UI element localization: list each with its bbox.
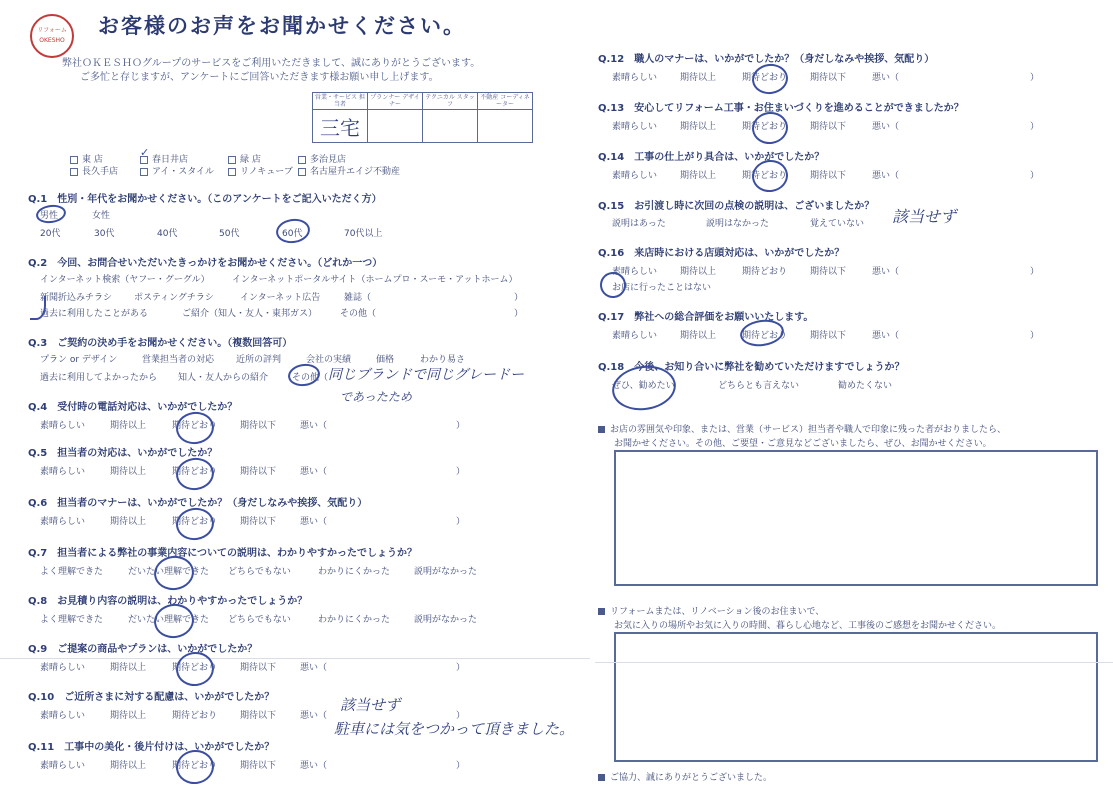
q3-option[interactable]: 知人・友人からの紹介 [178,373,269,383]
q3-option[interactable]: その他（ [292,373,329,383]
q3-option[interactable]: プラン or デザイン [40,355,118,365]
q10-paren-close: ） [456,711,466,721]
comment-1-prompt-line2: お聞かせください。その他、ご要望・ご意見などございましたら、ぜひ、お聞かせください。 [614,439,992,449]
q16-rating[interactable]: 期待どおり [742,267,788,277]
q2-paren-close: ） [514,293,524,303]
q5-rating[interactable]: 期待どおり [172,467,218,477]
q7-option[interactable]: どちらでもない [228,567,291,577]
q2-option[interactable]: 雑誌（ [344,293,372,303]
question-5: Q.5 担当者の対応は、いかがでしたか？ [28,448,218,459]
q12-rating[interactable]: 期待以下 [810,73,847,83]
question-18: Q.18 今後、お知り合いに弊社を勧めていただけますでしょうか？ [598,362,905,373]
store-checkbox[interactable]: 多治見店 [298,152,346,165]
q1-age[interactable]: 40代 [157,229,178,239]
answer-circle [174,506,216,543]
question-13: Q.13 安心してリフォーム工事・お住まいづくりを進めることができましたか？ [598,103,964,114]
page-title: お客様のお声をお聞かせください。 [98,14,466,38]
store-checkbox[interactable]: 東 店 [70,152,103,165]
staff-value-technical[interactable] [423,110,478,143]
q5-rating[interactable]: 期待以下 [240,467,277,477]
answer-circle [174,650,216,689]
q6-rating[interactable]: 期待以下 [240,517,277,527]
q5-rating[interactable]: 素晴らしい [40,467,86,477]
q16-rating[interactable]: 期待以上 [680,267,717,277]
q3-option[interactable]: 営業担当者の対応 [142,355,215,365]
q1-age[interactable]: 30代 [94,229,115,239]
q4-rating[interactable]: 期待以上 [110,421,147,431]
q12-rating[interactable]: 期待どおり [742,73,788,83]
q6-paren-close: ） [456,517,466,527]
answer-circle [750,62,790,97]
answer-circle [174,456,216,493]
q5-rating[interactable]: 悪い（ [300,467,328,477]
q9-rating[interactable]: 期待以下 [240,663,277,673]
question-4: Q.4 受付時の電話対応は、いかがでしたか？ [28,402,238,413]
q11-rating[interactable]: 期待どおり [172,761,218,771]
q13-paren-close: ） [1030,122,1040,132]
staff-table [312,92,533,143]
question-15: Q.15 お引渡し時に次回の点検の説明は、ございましたか？ [598,201,875,212]
comment-2-prompt: リフォームまたは、リノベーション後のお住まいで、 [598,604,824,617]
q15-option[interactable]: 覚えていない [810,219,865,229]
q2-option[interactable]: インターネットポータルサイト（ホームプロ・スーモ・アットホーム） [232,275,518,285]
q13-rating[interactable]: 悪い（ [872,122,900,132]
q5-rating[interactable]: 期待以上 [110,467,147,477]
q3-option[interactable]: わかり易さ [420,355,466,365]
q6-rating[interactable]: 素晴らしい [40,517,86,527]
store-checkbox[interactable]: 名古屋升エイジ不動産 [298,164,400,177]
store-checkbox[interactable]: 緑 店 [228,152,261,165]
q16-rating[interactable]: 素晴らしい [612,267,658,277]
q14-rating[interactable]: 素晴らしい [612,171,658,181]
q3-handwritten-note: であったため [340,390,412,404]
q17-rating[interactable]: 期待以上 [680,331,717,341]
bullet-square-icon [598,608,605,615]
staff-value-realestate[interactable] [478,110,533,143]
q18-option[interactable]: どちらとも言えない [718,381,800,391]
question-11: Q.11 工事中の美化・後片付けは、いかがでしたか？ [28,742,275,753]
answer-circle [750,158,790,195]
q10-rating[interactable]: 期待以下 [240,711,277,721]
q17-rating[interactable]: 期待以下 [810,331,847,341]
q5-paren-close: ） [456,467,466,477]
q8-option[interactable]: 説明がなかった [414,615,478,625]
q7-option[interactable]: 説明がなかった [414,567,478,577]
question-1: Q.1 性別・年代をお聞かせください。（このアンケートをご記入いただく方） [28,194,382,205]
q12-paren-close: ） [1030,73,1040,83]
q4-rating[interactable]: 期待以下 [240,421,277,431]
q9-rating[interactable]: 期待どおり [172,663,218,673]
answer-circle [287,362,322,388]
comment-2-textarea[interactable] [614,632,1098,762]
q8-option[interactable]: どちらでもない [228,615,291,625]
q3-option[interactable]: 会社の実績 [306,355,352,365]
q2-option[interactable]: 新聞折込みチラシ [40,293,113,303]
question-2: Q.2 今回、お問合せいただいたきっかけをお聞かせください。（どれか一つ） [28,258,383,269]
q3-option[interactable]: 近所の評判 [236,355,282,365]
q13-rating[interactable]: 期待以下 [810,122,847,132]
staff-header: プランナー デザイナー [368,93,423,110]
q4-rating[interactable]: 悪い（ [300,421,328,431]
question-10: Q.10 ご近所さまに対する配慮は、いかがでしたか？ [28,692,275,703]
q1-age[interactable]: 50代 [219,229,240,239]
question-12: Q.12 職人のマナーは、いかがでしたか？（身だしなみや挨拶、気配り） [598,54,935,65]
q17-rating[interactable]: 素晴らしい [612,331,658,341]
answer-circle [152,553,196,592]
question-9: Q.9 ご提案の商品やプランは、いかがでしたか？ [28,644,258,655]
q1-female[interactable]: 女性 [92,211,111,221]
store-checkbox[interactable]: リノキューブ [228,164,293,177]
q2-option[interactable]: インターネット検索（ヤフー・グーグル） [40,275,210,285]
staff-header: 営業・サービス 担当者 [313,93,368,110]
answer-circle [35,203,67,225]
q2-option[interactable]: ご紹介（知人・友人・東邦ガス） [182,309,318,319]
q6-rating[interactable]: 悪い（ [300,517,328,527]
q1-age[interactable]: 60代 [282,229,303,239]
q17-rating[interactable]: 期待どおり [742,331,788,341]
q9-rating[interactable]: 悪い（ [300,663,328,673]
q4-rating[interactable]: 期待どおり [172,421,218,431]
company-stamp: リフォーム OKESHO [30,14,74,58]
store-checkbox[interactable]: 長久手店 [70,164,118,177]
q10-rating[interactable]: 悪い（ [300,711,328,721]
check-mark: ✓ [140,146,150,159]
q18-option[interactable]: ぜひ、勧めたい [612,381,675,391]
q18-option[interactable]: 勧めたくない [838,381,893,391]
intro-line-2: ご多忙と存じますが、アンケートにご回答いただきます様お願い申し上げます。 [80,72,439,83]
q8-option[interactable]: よく理解できた [40,615,104,625]
q14-rating[interactable]: 期待以下 [810,171,847,181]
staff-header: テクニカル スタッフ [423,93,478,110]
store-checkbox[interactable]: アイ・スタイル [140,164,214,177]
q16-paren-close: ） [1030,267,1040,277]
question-14: Q.14 工事の仕上がり具合は、いかがでしたか？ [598,152,825,163]
q11-rating[interactable]: 期待以下 [240,761,277,771]
q4-paren-close: ） [456,421,466,431]
q16-never-visited[interactable]: お店に行ったことはない [612,283,712,293]
q16-rating[interactable]: 悪い（ [872,267,900,277]
q2-paren-close: ） [514,309,524,319]
staff-value-sales[interactable]: 三宅 [313,110,368,143]
answer-circle [174,410,216,447]
q2-option[interactable]: インターネット広告 [240,293,321,303]
q13-rating[interactable]: 期待どおり [742,122,788,132]
fold-line [595,662,1113,663]
q4-rating[interactable]: 素晴らしい [40,421,86,431]
q11-paren-close: ） [456,761,466,771]
q6-rating[interactable]: 期待以上 [110,517,147,527]
q9-rating[interactable]: 期待以上 [110,663,147,673]
q8-option[interactable]: だいたい理解できた [128,615,210,625]
q2-option[interactable]: その他（ [340,309,377,319]
q13-rating[interactable]: 素晴らしい [612,122,658,132]
q15-option[interactable]: 説明はなかった [706,219,770,229]
q11-rating[interactable]: 期待以上 [110,761,147,771]
q10-handwritten-note: 該当せず [340,696,401,714]
q8-option[interactable]: わかりにくかった [318,615,391,625]
q15-option[interactable]: 説明はあった [612,219,666,229]
q15-handwritten-note: 該当せず [892,207,957,226]
fold-line [0,658,590,659]
q10-handwritten-note: 駐車には気をつかって頂きました。 [334,720,575,738]
q17-rating[interactable]: 悪い（ [872,331,900,341]
bullet-square-icon [598,774,605,781]
q3-option[interactable]: 過去に利用してよかったから [40,373,158,383]
staff-value-planner[interactable] [368,110,423,143]
question-3: Q.3 ご契約の決め手をお聞かせください。（複数回答可） [28,338,293,349]
staff-header: 不動産 コーディネーター [478,93,533,110]
q9-paren-close: ） [456,663,466,673]
question-17: Q.17 弊社への総合評価をお願いいたします。 [598,312,814,323]
q12-rating[interactable]: 期待以上 [680,73,717,83]
q3-option[interactable]: 価格 [376,355,395,365]
q7-option[interactable]: わかりにくかった [318,567,391,577]
q7-option[interactable]: だいたい理解できた [128,567,210,577]
q14-rating[interactable]: 期待どおり [742,171,788,181]
q2-option[interactable]: ポスティングチラシ [134,293,214,303]
question-6: Q.6 担当者のマナーは、いかがでしたか？（身だしなみや挨拶、気配り） [28,498,368,509]
q11-rating[interactable]: 素晴らしい [40,761,86,771]
q7-option[interactable]: よく理解できた [40,567,104,577]
q17-paren-close: ） [1030,331,1040,341]
comment-1-prompt: お店の雰囲気や印象、または、営業（サービス）担当者や職人で印象に残った者がおりましたら、 [598,422,1006,435]
q2-option[interactable]: 過去に利用したことがある [40,309,149,319]
q3-handwritten-note: 同じブランドで同じグレードー [328,367,524,383]
answer-circle [152,601,196,640]
answer-circle [174,748,216,787]
q6-rating[interactable]: 期待どおり [172,517,218,527]
q13-rating[interactable]: 期待以上 [680,122,717,132]
q1-age[interactable]: 20代 [40,229,61,239]
q1-age[interactable]: 70代以上 [344,229,383,239]
bullet-square-icon [598,426,605,433]
q16-rating[interactable]: 期待以下 [810,267,847,277]
footer-thanks: ご協力、誠にありがとうございました。 [598,770,772,783]
q10-rating[interactable]: 期待どおり [172,711,218,721]
q1-male[interactable]: 男性 [40,211,59,221]
question-16: Q.16 来店時における店頭対応は、いかがでしたか？ [598,248,845,259]
question-7: Q.7 担当者による弊社の事業内容についての説明は、わかりやすかったでしょうか？ [28,548,418,559]
q14-rating[interactable]: 悪い（ [872,171,900,181]
answer-circle [750,110,790,147]
q12-rating[interactable]: 悪い（ [872,73,900,83]
q10-rating[interactable]: 期待以上 [110,711,147,721]
q12-rating[interactable]: 素晴らしい [612,73,658,83]
intro-line-1: 弊社ＯＫＥＳＨＯグループのサービスをご利用いただきまして、誠にありがとうございます。 [62,58,481,69]
store-checkbox[interactable]: 春日井店 [140,152,188,165]
q14-rating[interactable]: 期待以上 [680,171,717,181]
comment-1-textarea[interactable] [614,450,1098,586]
q10-rating[interactable]: 素晴らしい [40,711,86,721]
q9-rating[interactable]: 素晴らしい [40,663,86,673]
q11-rating[interactable]: 悪い（ [300,761,328,771]
question-8: Q.8 お見積り内容の説明は、わかりやすかったでしょうか？ [28,596,308,607]
answer-circle [274,217,311,245]
q14-paren-close: ） [1030,171,1040,181]
comment-2-prompt-line2: お気に入りの場所やお気に入りの時間、暮らし心地など、工事後のご感想をお聞かせください。 [614,621,1002,631]
